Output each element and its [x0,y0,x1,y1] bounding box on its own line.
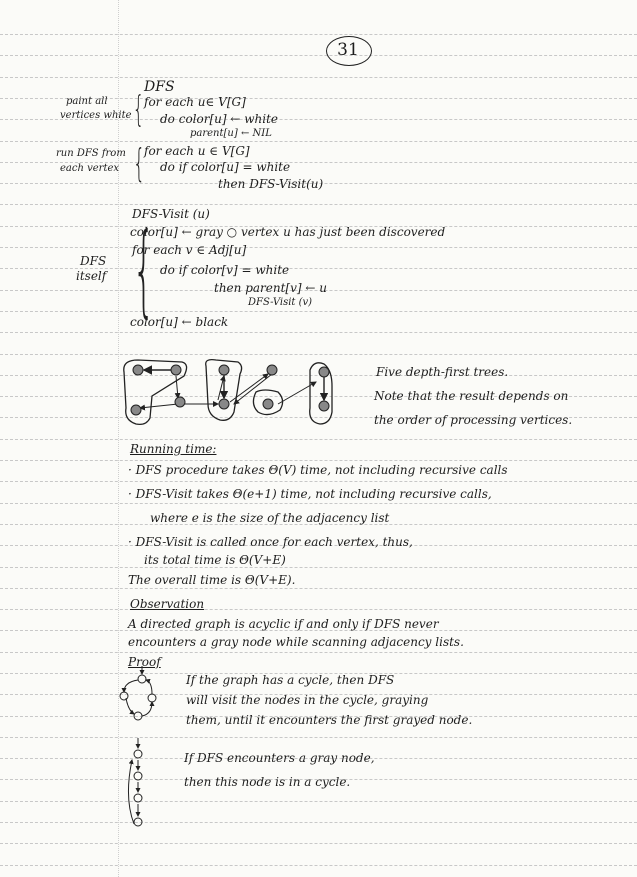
ruled-line [0,439,637,440]
running-time-line-6: The overall time is Θ(V+E). [128,573,296,587]
trees-note-line-1: Five depth-first trees. [376,365,509,379]
dfs-visit-line-4: then parent[v] ← u [214,281,327,295]
proof-1-line-1: If the graph has a cycle, then DFS [186,673,395,687]
running-time-line-2: · DFS-Visit takes Θ(e+1) time, not including recursive calls, [128,487,492,501]
running-time-line-4: · DFS-Visit is called once for each vertex, thus, [128,535,413,549]
dfs-side-label-1a: paint all [66,96,108,107]
running-time-heading: Running time: [130,442,217,456]
ruled-line [0,588,637,589]
page-number: 31 [337,40,359,60]
ruled-line [0,55,637,56]
tree-node [219,365,229,375]
trees-note-line-3: the order of processing vertices. [374,413,573,427]
dfs-title: DFS [144,79,175,95]
tree-node [133,365,143,375]
running-time-line-5: its total time is Θ(V+E) [144,553,286,567]
tree-node [319,401,329,411]
tree-node [319,367,329,377]
proof-heading: Proof [128,655,161,669]
proof-2-line-1: If DFS encounters a gray node, [184,751,375,765]
proof-cycle-diagram [112,666,162,724]
dfs-visit-line-2: for each v ∈ Adj[u] [132,243,247,257]
dfs-visit-side-b: itself [76,269,107,283]
ruled-line [0,34,637,35]
proof-chain-diagram [122,738,152,838]
proof-1-line-3: them, until it encounters the first grayed node. [186,713,473,727]
ruled-line [0,865,637,866]
ruled-line [0,311,637,312]
tree-node [267,365,277,375]
proof-2-line-2: then this node is in a cycle. [184,775,351,789]
ruled-line [0,567,637,568]
dfs-trees-diagram [118,352,348,430]
ruled-line [0,609,637,610]
ruled-line [0,822,637,823]
ruled-line [0,801,637,802]
brace-3: { [132,211,155,328]
brace-2: { [133,141,146,185]
ruled-line [0,460,637,461]
ruled-line [0,481,637,482]
observation-line-1: A directed graph is acyclic if and only if DFS never [128,617,439,631]
dfs-visit-side-a: DFS [80,254,107,268]
dfs-line-4: for each u ∈ V[G] [144,144,250,158]
running-time-line-3: where e is the size of the adjacency list [150,511,390,525]
dfs-line-6: then DFS-Visit(u) [218,177,324,191]
dfs-visit-line-6: color[u] ← black [130,315,229,329]
brace-1: { [132,89,145,130]
tree-node [171,365,181,375]
dfs-visit-title: DFS-Visit (u) [132,207,210,221]
tree-node [131,405,141,415]
tree-node [263,399,273,409]
proof-1-line-2: will visit the nodes in the cycle, graying [186,693,429,707]
ruled-line [0,204,637,205]
dfs-line-5: do if color[u] = white [160,160,291,174]
dfs-side-label-1b: vertices white [60,110,132,121]
margin-line [118,0,119,877]
dfs-line-2: do color[u] ← white [160,112,279,126]
observation-line-2: encounters a gray node while scanning adjacency lists. [128,635,464,649]
ruled-line [0,332,637,333]
ruled-line [0,141,637,142]
ruled-line [0,503,637,504]
dfs-visit-line-5: DFS-Visit (v) [248,297,313,308]
dfs-visit-line-1: color[u] ← gray ○ vertex u has just been discovered [130,225,446,239]
dfs-line-3: parent[u] ← NIL [190,128,272,139]
running-time-line-1: · DFS procedure takes Θ(V) time, not including recursive calls [128,463,508,477]
trees-note-line-2: Note that the result depends on [374,389,569,403]
dfs-side-label-2b: each vertex [60,163,120,174]
dfs-line-1: for each u∈ V[G] [144,95,246,109]
observation-heading: Observation [130,597,205,611]
ruled-line [0,652,637,653]
ruled-line [0,737,637,738]
tree-node [175,397,185,407]
ruled-line [0,77,637,78]
tree-node [219,399,229,409]
ruled-line [0,247,637,248]
dfs-side-label-2a: run DFS from [56,148,126,159]
ruled-line [0,843,637,844]
dfs-visit-line-3: do if color[v] = white [160,263,290,277]
